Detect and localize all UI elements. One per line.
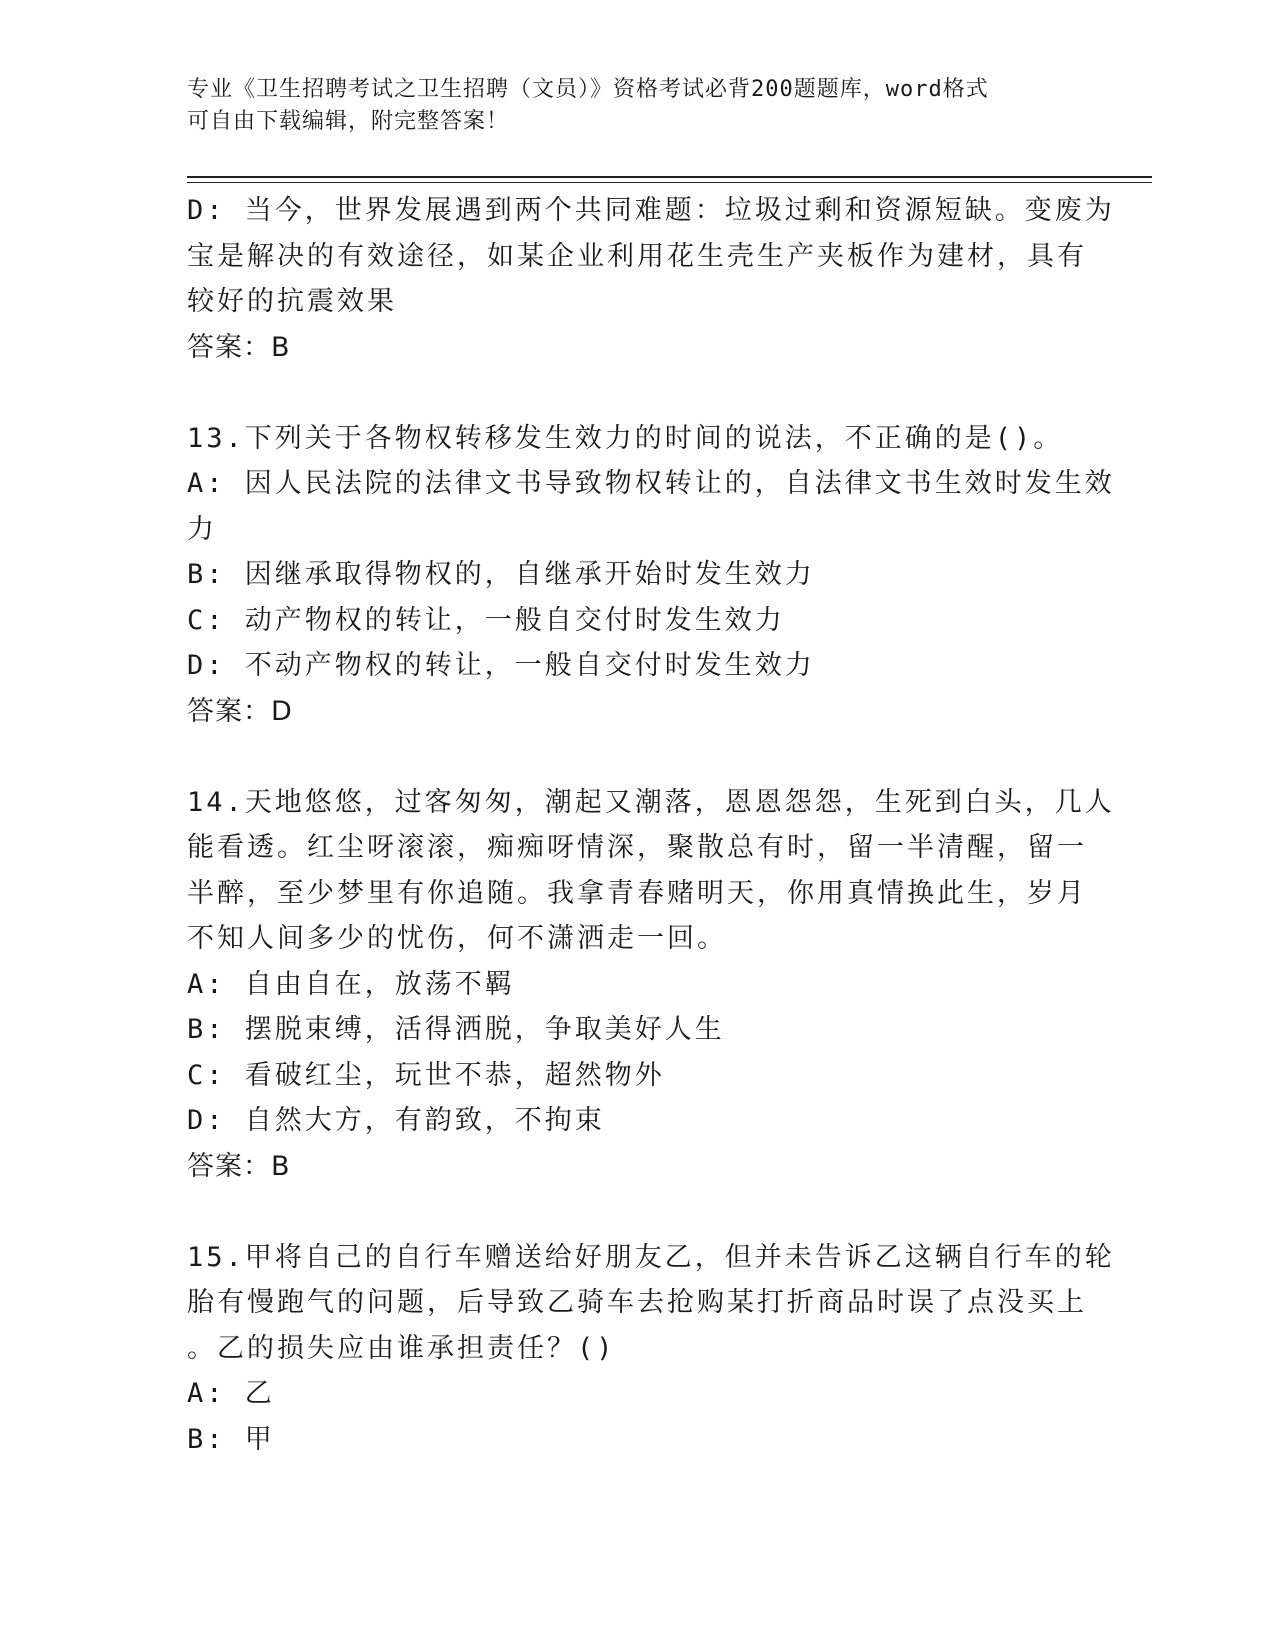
option-b: B: 甲	[187, 1423, 275, 1455]
option-b: B: 因继承取得物权的，自继承开始时发生效力	[187, 559, 815, 590]
header-line: 专业《卫生招聘考试之卫生招聘（文员）》资格考试必背200题题库，word格式	[187, 77, 989, 102]
header-line: 可自由下载编辑，附完整答案！	[187, 109, 510, 134]
question-15	[187, 1235, 1115, 1463]
option-a: A: 乙	[187, 1378, 275, 1409]
option-d: 较好的抗震效果	[187, 286, 397, 317]
question-stem: 能看透。红尘呀滚滚，痴痴呀情深，聚散总有时，留一半清醒，留一	[187, 832, 1087, 863]
option-d: D: 当今，世界发展遇到两个共同难题：垃圾过剩和资源短缺。变废为	[187, 195, 1115, 226]
question-stem: 15.甲将自己的自行车赠送给好朋友乙，但并未告诉乙这辆自行车的轮	[187, 1241, 1115, 1273]
question-stem: 14.天地悠悠，过客匆匆，潮起又潮落，恩恩怨怨，生死到白头，几人	[187, 786, 1115, 818]
option-a: A: 因人民法院的法律文书导致物权转让的，自法律文书生效时发生效	[187, 468, 1115, 499]
answer: 答案：D	[187, 695, 293, 727]
question-stem: 13.下列关于各物权转移发生效力的时间的说法，不正确的是()。	[187, 422, 1064, 454]
header-divider	[187, 176, 1152, 178]
option-a: A: 自由自在，放荡不羁	[187, 968, 515, 1000]
document-body	[187, 188, 1115, 1462]
spacer	[187, 734, 1082, 780]
question-stem: 。乙的损失应由谁承担责任？()	[187, 1332, 616, 1364]
option-a: 力	[187, 513, 217, 545]
option-c: C: 动产物权的转让，一般自交付时发生效力	[187, 604, 785, 636]
question-stem: 半醉，至少梦里有你追随。我拿青春赌明天，你用真情换此生，岁月	[187, 877, 1087, 909]
question-stem: 不知人间多少的忧伤，何不潇洒走一回。	[187, 923, 727, 954]
spacer	[187, 1189, 1082, 1235]
question-stem: 胎有慢跑气的问题，后导致乙骑车去抢购某打折商品时误了点没买上	[187, 1287, 1087, 1318]
option-d: 宝是解决的有效途径，如某企业利用花生壳生产夹板作为建材，具有	[187, 240, 1087, 272]
option-d: D: 自然大方，有韵致，不拘束	[187, 1105, 605, 1136]
spacer	[187, 370, 1082, 416]
question-12-tail	[187, 188, 1115, 370]
question-14	[187, 780, 1115, 1190]
answer: 答案：B	[187, 1150, 291, 1182]
answer: 答案：B	[187, 331, 291, 363]
page-header	[187, 74, 1087, 138]
option-d: D: 不动产物权的转让，一般自交付时发生效力	[187, 650, 815, 681]
option-c: C: 看破红尘，玩世不恭，超然物外	[187, 1059, 665, 1091]
option-b: B: 摆脱束缚，活得洒脱，争取美好人生	[187, 1014, 725, 1045]
question-13	[187, 416, 1115, 735]
header-divider	[187, 182, 1152, 183]
